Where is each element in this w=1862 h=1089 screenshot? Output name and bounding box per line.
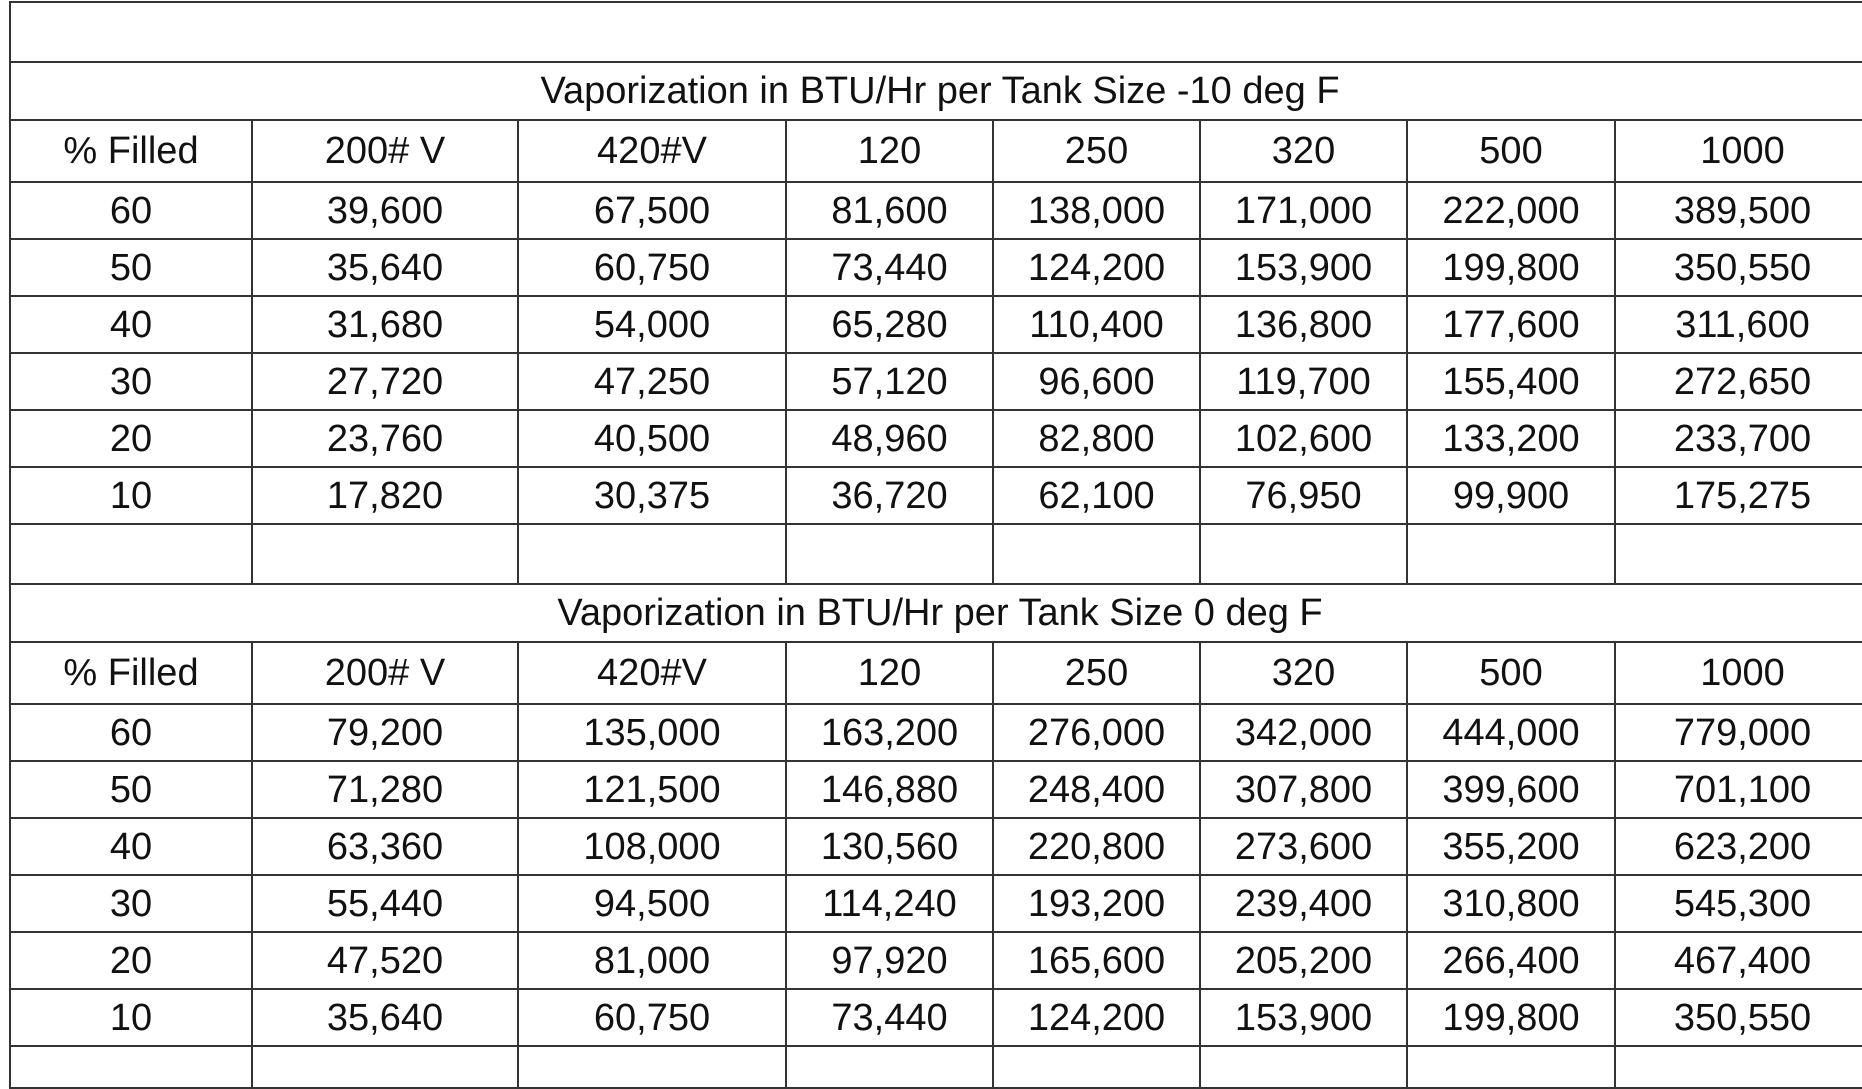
empty-cell[interactable] [786, 524, 993, 584]
table-row [10, 239, 1862, 296]
btu-value-cell[interactable]: 39,600 [252, 182, 518, 239]
empty-cell[interactable] [518, 1046, 786, 1088]
btu-value-cell[interactable]: 121,500 [518, 761, 786, 818]
table-row [10, 761, 1862, 818]
column-header[interactable]: 250 [993, 642, 1200, 704]
empty-cell[interactable] [1200, 524, 1407, 584]
table-row [10, 296, 1862, 353]
column-header[interactable]: 500 [1407, 120, 1615, 182]
btu-value-cell[interactable]: 60,750 [518, 989, 786, 1046]
btu-value-cell[interactable]: 138,000 [993, 182, 1200, 239]
btu-value-cell[interactable]: 35,640 [252, 989, 518, 1046]
btu-value-cell[interactable]: 266,400 [1407, 932, 1615, 989]
percent-filled-cell[interactable]: 40 [10, 296, 252, 353]
btu-value-cell[interactable]: 444,000 [1407, 704, 1615, 761]
btu-value-cell[interactable]: 779,000 [1615, 704, 1862, 761]
btu-value-cell[interactable]: 272,650 [1615, 353, 1862, 410]
empty-cell[interactable] [10, 2, 1862, 62]
column-header[interactable]: 120 [786, 642, 993, 704]
btu-value-cell[interactable]: 47,250 [518, 353, 786, 410]
empty-cell[interactable] [786, 1046, 993, 1088]
percent-filled-cell[interactable]: 50 [10, 761, 252, 818]
btu-value-cell[interactable]: 310,800 [1407, 875, 1615, 932]
vaporization-spreadsheet [9, 1, 1862, 1089]
btu-value-cell[interactable]: 307,800 [1200, 761, 1407, 818]
btu-value-cell[interactable]: 199,800 [1407, 989, 1615, 1046]
btu-value-cell[interactable]: 57,120 [786, 353, 993, 410]
btu-value-cell[interactable]: 171,000 [1200, 182, 1407, 239]
btu-value-cell[interactable]: 389,500 [1615, 182, 1862, 239]
btu-value-cell[interactable]: 193,200 [993, 875, 1200, 932]
table-title-row [10, 62, 1862, 120]
column-header[interactable]: 420#V [518, 120, 786, 182]
column-header[interactable]: 200# V [252, 642, 518, 704]
table-row [10, 410, 1862, 467]
btu-value-cell[interactable]: 350,550 [1615, 239, 1862, 296]
btu-value-cell[interactable]: 55,440 [252, 875, 518, 932]
btu-value-cell[interactable]: 47,520 [252, 932, 518, 989]
table-row [10, 875, 1862, 932]
btu-value-cell[interactable]: 31,680 [252, 296, 518, 353]
btu-value-cell[interactable]: 36,720 [786, 467, 993, 524]
btu-value-cell[interactable]: 102,600 [1200, 410, 1407, 467]
btu-value-cell[interactable]: 342,000 [1200, 704, 1407, 761]
btu-value-cell[interactable]: 276,000 [993, 704, 1200, 761]
btu-value-cell[interactable]: 110,400 [993, 296, 1200, 353]
btu-value-cell[interactable]: 153,900 [1200, 989, 1407, 1046]
btu-value-cell[interactable]: 133,200 [1407, 410, 1615, 467]
btu-value-cell[interactable]: 165,600 [993, 932, 1200, 989]
btu-value-cell[interactable]: 30,375 [518, 467, 786, 524]
table-row [10, 989, 1862, 1046]
btu-value-cell[interactable]: 311,600 [1615, 296, 1862, 353]
percent-filled-cell[interactable]: 40 [10, 818, 252, 875]
table-title[interactable]: Vaporization in BTU/Hr per Tank Size 0 deg F [10, 584, 1862, 642]
percent-filled-cell[interactable]: 60 [10, 704, 252, 761]
btu-value-cell[interactable]: 96,600 [993, 353, 1200, 410]
btu-value-cell[interactable]: 65,280 [786, 296, 993, 353]
btu-value-cell[interactable]: 623,200 [1615, 818, 1862, 875]
btu-value-cell[interactable]: 146,880 [786, 761, 993, 818]
percent-filled-cell[interactable]: 10 [10, 989, 252, 1046]
table-row [10, 353, 1862, 410]
btu-value-cell[interactable]: 63,360 [252, 818, 518, 875]
btu-value-cell[interactable]: 79,200 [252, 704, 518, 761]
percent-filled-cell[interactable]: 50 [10, 239, 252, 296]
column-header-row [10, 642, 1862, 704]
btu-value-cell[interactable]: 124,200 [993, 989, 1200, 1046]
btu-value-cell[interactable]: 233,700 [1615, 410, 1862, 467]
empty-cell[interactable] [993, 1046, 1200, 1088]
table-row [10, 932, 1862, 989]
table-row [10, 182, 1862, 239]
percent-filled-cell[interactable]: 10 [10, 467, 252, 524]
btu-value-cell[interactable]: 545,300 [1615, 875, 1862, 932]
btu-value-cell[interactable]: 155,400 [1407, 353, 1615, 410]
btu-value-cell[interactable]: 17,820 [252, 467, 518, 524]
column-header[interactable]: 200# V [252, 120, 518, 182]
btu-value-cell[interactable]: 94,500 [518, 875, 786, 932]
column-header[interactable]: 500 [1407, 642, 1615, 704]
btu-value-cell[interactable]: 130,560 [786, 818, 993, 875]
btu-value-cell[interactable]: 355,200 [1407, 818, 1615, 875]
btu-value-cell[interactable]: 35,640 [252, 239, 518, 296]
btu-value-cell[interactable]: 67,500 [518, 182, 786, 239]
btu-value-cell[interactable]: 62,100 [993, 467, 1200, 524]
btu-value-cell[interactable]: 114,240 [786, 875, 993, 932]
blank-row [10, 1046, 1862, 1088]
column-header[interactable]: 250 [993, 120, 1200, 182]
btu-value-cell[interactable]: 199,800 [1407, 239, 1615, 296]
table-row [10, 818, 1862, 875]
btu-value-cell[interactable]: 220,800 [993, 818, 1200, 875]
percent-filled-cell[interactable]: 20 [10, 932, 252, 989]
btu-value-cell[interactable]: 27,720 [252, 353, 518, 410]
btu-value-cell[interactable]: 136,800 [1200, 296, 1407, 353]
column-header[interactable]: % Filled [10, 642, 252, 704]
btu-value-cell[interactable]: 119,700 [1200, 353, 1407, 410]
btu-value-cell[interactable]: 205,200 [1200, 932, 1407, 989]
empty-cell[interactable] [1200, 1046, 1407, 1088]
table-row [10, 467, 1862, 524]
empty-cell[interactable] [1615, 1046, 1862, 1088]
btu-value-cell[interactable]: 467,400 [1615, 932, 1862, 989]
btu-value-cell[interactable]: 40,500 [518, 410, 786, 467]
btu-value-cell[interactable]: 124,200 [993, 239, 1200, 296]
btu-value-cell[interactable]: 153,900 [1200, 239, 1407, 296]
btu-value-cell[interactable]: 248,400 [993, 761, 1200, 818]
percent-filled-cell[interactable]: 30 [10, 353, 252, 410]
column-header[interactable]: 1000 [1615, 120, 1862, 182]
btu-value-cell[interactable]: 99,900 [1407, 467, 1615, 524]
percent-filled-cell[interactable]: 30 [10, 875, 252, 932]
btu-value-cell[interactable]: 23,760 [252, 410, 518, 467]
column-header[interactable]: 120 [786, 120, 993, 182]
empty-cell[interactable] [1407, 524, 1615, 584]
btu-value-cell[interactable]: 60,750 [518, 239, 786, 296]
btu-value-cell[interactable]: 82,800 [993, 410, 1200, 467]
column-header[interactable]: 320 [1200, 642, 1407, 704]
btu-value-cell[interactable]: 73,440 [786, 239, 993, 296]
empty-cell[interactable] [252, 524, 518, 584]
btu-value-cell[interactable]: 399,600 [1407, 761, 1615, 818]
column-header-row [10, 120, 1862, 182]
btu-value-cell[interactable]: 48,960 [786, 410, 993, 467]
column-header[interactable]: % Filled [10, 120, 252, 182]
table-title-row [10, 584, 1862, 642]
btu-value-cell[interactable]: 135,000 [518, 704, 786, 761]
blank-row [10, 524, 1862, 584]
btu-value-cell[interactable]: 73,440 [786, 989, 993, 1046]
btu-value-cell[interactable]: 273,600 [1200, 818, 1407, 875]
btu-value-cell[interactable]: 108,000 [518, 818, 786, 875]
table-title[interactable]: Vaporization in BTU/Hr per Tank Size -10 deg F [10, 62, 1862, 120]
column-header[interactable]: 320 [1200, 120, 1407, 182]
percent-filled-cell[interactable]: 20 [10, 410, 252, 467]
empty-cell[interactable] [10, 1046, 252, 1088]
btu-value-cell[interactable]: 71,280 [252, 761, 518, 818]
empty-cell[interactable] [10, 524, 252, 584]
column-header[interactable]: 1000 [1615, 642, 1862, 704]
empty-cell[interactable] [1407, 1046, 1615, 1088]
btu-value-cell[interactable]: 222,000 [1407, 182, 1615, 239]
empty-header-row [10, 2, 1862, 62]
btu-value-cell[interactable]: 701,100 [1615, 761, 1862, 818]
empty-cell[interactable] [252, 1046, 518, 1088]
btu-value-cell[interactable]: 239,400 [1200, 875, 1407, 932]
btu-value-cell[interactable]: 97,920 [786, 932, 993, 989]
btu-value-cell[interactable]: 175,275 [1615, 467, 1862, 524]
table-row [10, 704, 1862, 761]
btu-value-cell[interactable]: 81,000 [518, 932, 786, 989]
column-header[interactable]: 420#V [518, 642, 786, 704]
btu-value-cell[interactable]: 350,550 [1615, 989, 1862, 1046]
empty-cell[interactable] [518, 524, 786, 584]
empty-cell[interactable] [1615, 524, 1862, 584]
btu-value-cell[interactable]: 54,000 [518, 296, 786, 353]
btu-value-cell[interactable]: 76,950 [1200, 467, 1407, 524]
percent-filled-cell[interactable]: 60 [10, 182, 252, 239]
btu-value-cell[interactable]: 81,600 [786, 182, 993, 239]
empty-cell[interactable] [993, 524, 1200, 584]
btu-value-cell[interactable]: 163,200 [786, 704, 993, 761]
btu-value-cell[interactable]: 177,600 [1407, 296, 1615, 353]
